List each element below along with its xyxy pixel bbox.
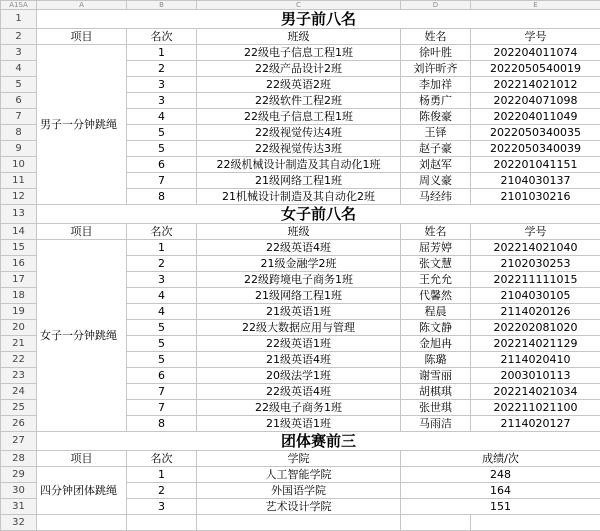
row-number[interactable]: 23 — [1, 368, 37, 384]
class-cell[interactable]: 21级英语1班 — [197, 304, 401, 320]
name-cell[interactable]: 张世琪 — [401, 400, 471, 416]
header-cell[interactable]: 学号 — [471, 224, 600, 240]
row-number[interactable]: 14 — [1, 224, 37, 240]
class-cell[interactable]: 22级电子信息工程1班 — [197, 109, 401, 125]
row-number[interactable]: 3 — [1, 45, 37, 61]
class-cell[interactable]: 22级产品设计2班 — [197, 61, 401, 77]
rank-cell[interactable]: 7 — [127, 400, 197, 416]
row-number[interactable]: 22 — [1, 352, 37, 368]
row-number[interactable]: 24 — [1, 384, 37, 400]
row-number[interactable]: 28 — [1, 451, 37, 467]
student-id-cell[interactable]: 202214021012 — [471, 77, 600, 93]
rank-cell[interactable]: 2 — [127, 483, 197, 499]
header-cell[interactable]: 项目 — [37, 451, 127, 467]
empty-cell[interactable] — [37, 515, 127, 531]
name-cell[interactable]: 杨勇广 — [401, 93, 471, 109]
row-number[interactable]: 1 — [1, 10, 37, 29]
rank-cell[interactable]: 1 — [127, 467, 197, 483]
row-number[interactable]: 4 — [1, 61, 37, 77]
column-header-C[interactable]: C — [197, 1, 401, 10]
name-box-corner[interactable]: A1SA — [1, 1, 37, 10]
student-id-cell[interactable]: 2003010113 — [471, 368, 600, 384]
row-number[interactable]: 6 — [1, 93, 37, 109]
class-cell[interactable]: 22级电子商务1班 — [197, 400, 401, 416]
student-id-cell[interactable]: 202214021040 — [471, 240, 600, 256]
student-id-cell[interactable]: 202204071098 — [471, 93, 600, 109]
rank-cell[interactable]: 5 — [127, 141, 197, 157]
table-header-row — [1, 224, 600, 240]
name-cell[interactable]: 李加祥 — [401, 77, 471, 93]
empty-cell[interactable] — [197, 515, 401, 531]
rank-cell[interactable]: 3 — [127, 77, 197, 93]
class-cell[interactable]: 21机械设计制造及其自动化2班 — [197, 189, 401, 205]
row-number[interactable]: 2 — [1, 29, 37, 45]
empty-cell[interactable] — [401, 515, 471, 531]
rank-cell[interactable]: 3 — [127, 272, 197, 288]
name-cell[interactable]: 陈璐 — [401, 352, 471, 368]
event-cell[interactable]: 男子一分钟跳绳 — [37, 45, 127, 205]
rank-cell[interactable]: 3 — [127, 499, 197, 515]
name-cell[interactable]: 陈俊豪 — [401, 109, 471, 125]
table-row — [1, 45, 600, 61]
rank-cell[interactable]: 4 — [127, 304, 197, 320]
student-id-cell[interactable]: 2022050540019 — [471, 61, 600, 77]
row-number[interactable]: 26 — [1, 416, 37, 432]
empty-cell[interactable] — [471, 515, 600, 531]
name-cell[interactable]: 程晨 — [401, 304, 471, 320]
row-number[interactable]: 7 — [1, 109, 37, 125]
class-cell[interactable]: 22级机械设计制造及其自动化1班 — [197, 157, 401, 173]
header-cell[interactable]: 项目 — [37, 29, 127, 45]
header-cell[interactable]: 成绩/次 — [401, 451, 600, 467]
class-cell[interactable]: 22级大数据应用与管理 — [197, 320, 401, 336]
college-cell[interactable]: 外国语学院 — [197, 483, 401, 499]
row-number[interactable]: 13 — [1, 205, 37, 224]
class-cell[interactable]: 22级英语4班 — [197, 384, 401, 400]
section-title[interactable]: 男子前八名 — [37, 10, 600, 29]
class-cell[interactable]: 22级电子信息工程1班 — [197, 45, 401, 61]
row-number[interactable]: 21 — [1, 336, 37, 352]
class-cell[interactable]: 22级英语4班 — [197, 240, 401, 256]
rank-cell[interactable]: 2 — [127, 61, 197, 77]
rank-cell[interactable]: 7 — [127, 384, 197, 400]
row-number[interactable]: 25 — [1, 400, 37, 416]
row-number[interactable]: 19 — [1, 304, 37, 320]
class-cell[interactable]: 22级视觉传达3班 — [197, 141, 401, 157]
row-number[interactable]: 15 — [1, 240, 37, 256]
student-id-cell[interactable]: 2101030216 — [471, 189, 600, 205]
rank-cell[interactable]: 6 — [127, 368, 197, 384]
rank-cell[interactable]: 4 — [127, 109, 197, 125]
header-cell[interactable]: 项目 — [37, 224, 127, 240]
student-id-cell[interactable]: 2114020126 — [471, 304, 600, 320]
class-cell[interactable]: 21级网络工程1班 — [197, 173, 401, 189]
class-cell[interactable]: 22级软件工程2班 — [197, 93, 401, 109]
column-header-B[interactable]: B — [127, 1, 197, 10]
header-cell[interactable]: 姓名 — [401, 224, 471, 240]
rank-cell[interactable]: 5 — [127, 352, 197, 368]
row-number[interactable]: 11 — [1, 173, 37, 189]
student-id-cell[interactable]: 202214021129 — [471, 336, 600, 352]
section-title-row — [1, 432, 600, 451]
table-header-row — [1, 451, 600, 467]
student-id-cell[interactable]: 202204011074 — [471, 45, 600, 61]
column-header-D[interactable]: D — [401, 1, 471, 10]
name-cell[interactable]: 陈文静 — [401, 320, 471, 336]
rank-cell[interactable]: 5 — [127, 336, 197, 352]
rank-cell[interactable]: 8 — [127, 189, 197, 205]
student-id-cell[interactable]: 202211111015 — [471, 272, 600, 288]
rank-cell[interactable]: 4 — [127, 288, 197, 304]
college-cell[interactable]: 艺术设计学院 — [197, 499, 401, 515]
row-number[interactable]: 31 — [1, 499, 37, 515]
section-title-row — [1, 10, 600, 29]
header-cell[interactable]: 班级 — [197, 29, 401, 45]
rank-cell[interactable]: 6 — [127, 157, 197, 173]
score-cell[interactable]: 164 — [401, 483, 600, 499]
student-id-cell[interactable]: 202204011049 — [471, 109, 600, 125]
student-id-cell[interactable]: 2022050340035 — [471, 125, 600, 141]
name-cell[interactable]: 徐叶胜 — [401, 45, 471, 61]
empty-row — [1, 515, 600, 531]
name-cell[interactable]: 王铎 — [401, 125, 471, 141]
name-cell[interactable]: 马经纬 — [401, 189, 471, 205]
class-cell[interactable]: 22级跨境电子商务1班 — [197, 272, 401, 288]
rank-cell[interactable]: 5 — [127, 125, 197, 141]
student-id-cell[interactable]: 2104030137 — [471, 173, 600, 189]
empty-cell[interactable] — [127, 515, 197, 531]
name-cell[interactable]: 谢雪丽 — [401, 368, 471, 384]
student-id-cell[interactable]: 2022050340039 — [471, 141, 600, 157]
name-cell[interactable]: 周义豪 — [401, 173, 471, 189]
event-cell[interactable]: 女子一分钟跳绳 — [37, 240, 127, 432]
name-cell[interactable]: 金旭冉 — [401, 336, 471, 352]
rank-cell[interactable]: 7 — [127, 173, 197, 189]
rank-cell[interactable]: 2 — [127, 256, 197, 272]
row-number[interactable]: 29 — [1, 467, 37, 483]
class-cell[interactable]: 20级法学1班 — [197, 368, 401, 384]
section-title-row — [1, 205, 600, 224]
college-cell[interactable]: 人工智能学院 — [197, 467, 401, 483]
student-id-cell[interactable]: 202202081020 — [471, 320, 600, 336]
student-id-cell[interactable]: 2114020127 — [471, 416, 600, 432]
column-header-row — [1, 1, 600, 10]
row-number[interactable]: 27 — [1, 432, 37, 451]
section-title[interactable]: 团体赛前三 — [37, 432, 600, 451]
name-cell[interactable]: 赵子豪 — [401, 141, 471, 157]
name-cell[interactable]: 代馨然 — [401, 288, 471, 304]
rank-cell[interactable]: 5 — [127, 320, 197, 336]
student-id-cell[interactable]: 2104030105 — [471, 288, 600, 304]
column-header-E[interactable]: E — [471, 1, 600, 10]
header-cell[interactable]: 学号 — [471, 29, 600, 45]
score-cell[interactable]: 151 — [401, 499, 600, 515]
class-cell[interactable]: 21级金融学2班 — [197, 256, 401, 272]
name-cell[interactable]: 刘赵军 — [401, 157, 471, 173]
name-cell[interactable]: 刘许昕齐 — [401, 61, 471, 77]
header-cell[interactable]: 姓名 — [401, 29, 471, 45]
table-row — [1, 467, 600, 483]
class-cell[interactable]: 21级英语4班 — [197, 352, 401, 368]
row-number[interactable]: 16 — [1, 256, 37, 272]
name-cell[interactable]: 王允允 — [401, 272, 471, 288]
column-header-A[interactable]: A — [37, 1, 127, 10]
row-number[interactable]: 18 — [1, 288, 37, 304]
row-number[interactable]: 10 — [1, 157, 37, 173]
row-number[interactable]: 12 — [1, 189, 37, 205]
student-id-cell[interactable]: 202211021100 — [471, 400, 600, 416]
rank-cell[interactable]: 3 — [127, 93, 197, 109]
table-row — [1, 240, 600, 256]
score-cell[interactable]: 248 — [401, 467, 600, 483]
row-number[interactable]: 9 — [1, 141, 37, 157]
rank-cell[interactable]: 8 — [127, 416, 197, 432]
student-id-cell[interactable]: 202214021034 — [471, 384, 600, 400]
header-cell[interactable]: 名次 — [127, 451, 197, 467]
class-cell[interactable]: 21级英语1班 — [197, 416, 401, 432]
class-cell[interactable]: 22级视觉传达4班 — [197, 125, 401, 141]
class-cell[interactable]: 22级英语2班 — [197, 77, 401, 93]
header-cell[interactable]: 名次 — [127, 224, 197, 240]
name-cell[interactable]: 张文慧 — [401, 256, 471, 272]
row-number[interactable]: 5 — [1, 77, 37, 93]
header-cell[interactable]: 名次 — [127, 29, 197, 45]
row-number[interactable]: 17 — [1, 272, 37, 288]
rank-cell[interactable]: 1 — [127, 240, 197, 256]
row-number[interactable]: 32 — [1, 515, 37, 531]
row-number[interactable]: 8 — [1, 125, 37, 141]
student-id-cell[interactable]: 202201041151 — [471, 157, 600, 173]
student-id-cell[interactable]: 2114020410 — [471, 352, 600, 368]
name-cell[interactable]: 胡棋琪 — [401, 384, 471, 400]
event-cell[interactable]: 四分钟团体跳绳 — [37, 467, 127, 515]
class-cell[interactable]: 21级网络工程1班 — [197, 288, 401, 304]
row-number[interactable]: 30 — [1, 483, 37, 499]
class-cell[interactable]: 22级英语1班 — [197, 336, 401, 352]
name-cell[interactable]: 屈芳婷 — [401, 240, 471, 256]
header-cell[interactable]: 学院 — [197, 451, 401, 467]
student-id-cell[interactable]: 2102030253 — [471, 256, 600, 272]
header-cell[interactable]: 班级 — [197, 224, 401, 240]
row-number[interactable]: 20 — [1, 320, 37, 336]
name-cell[interactable]: 马雨洁 — [401, 416, 471, 432]
section-title[interactable]: 女子前八名 — [37, 205, 600, 224]
rank-cell[interactable]: 1 — [127, 45, 197, 61]
table-header-row — [1, 29, 600, 45]
